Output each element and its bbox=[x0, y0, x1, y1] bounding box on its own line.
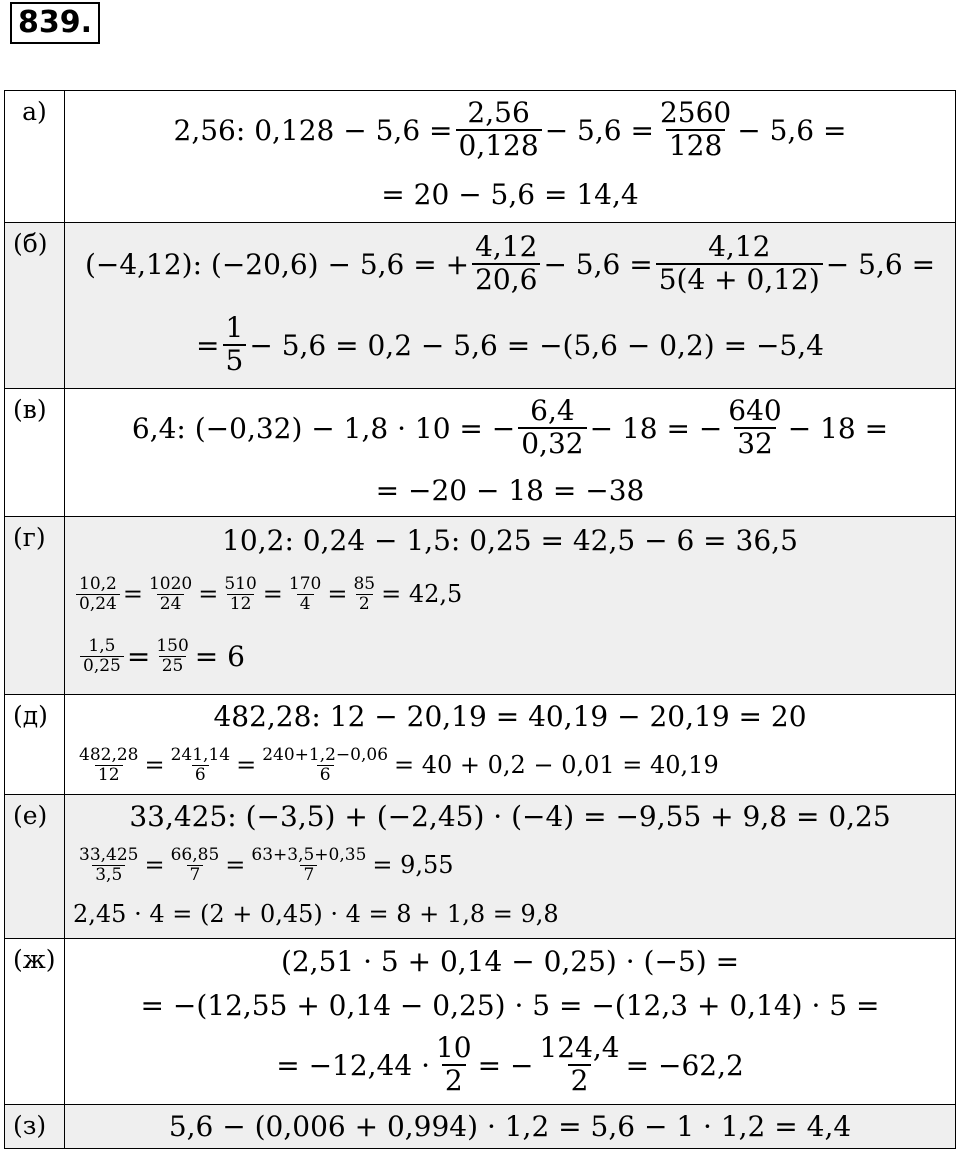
expr: (−4,12): (−20,6) − 5,6 = + bbox=[84, 247, 470, 281]
fraction: $\frac{2560}{128}$ bbox=[659, 96, 732, 162]
row-label: (в) bbox=[5, 389, 65, 517]
math-cell bbox=[65, 91, 956, 223]
math-line: 5,6 − (0,006 + 0,994) · 1,2 = 5,6 − 1 · 1,2 = 4,4 bbox=[168, 1109, 852, 1143]
row-e bbox=[5, 795, 956, 939]
math-cell bbox=[65, 389, 956, 517]
fraction: $\frac{10}{2}$ bbox=[435, 1031, 472, 1097]
row-label: а) bbox=[5, 91, 65, 223]
math-line bbox=[65, 389, 955, 467]
fraction: $\frac{241,14}{6}$ bbox=[170, 744, 231, 785]
row-d bbox=[5, 695, 956, 795]
fraction: $\frac{240+1,2-0,06}{6}$ bbox=[262, 744, 389, 785]
row-label: (б) bbox=[5, 223, 65, 389]
expr: = −62,2 bbox=[625, 1048, 744, 1082]
fraction: $\frac{85}{2}$ bbox=[353, 573, 376, 614]
fraction: $\frac{170}{4}$ bbox=[288, 573, 322, 614]
expr: = − bbox=[477, 1048, 534, 1082]
fraction: $\frac{66,85}{7}$ bbox=[170, 844, 220, 885]
math-line bbox=[65, 305, 955, 385]
row-z bbox=[5, 1105, 956, 1149]
math-cell bbox=[65, 695, 956, 795]
fraction: $\frac{1020}{24}$ bbox=[148, 573, 193, 614]
row-label: (з) bbox=[5, 1105, 65, 1149]
fraction: $\frac{1,5}{0,25}$ bbox=[80, 637, 124, 675]
expr: − 18 = − bbox=[589, 411, 723, 445]
math-line: (2,51 · 5 + 0,14 − 0,25) · (−5) = bbox=[280, 944, 740, 978]
math-line: 33,425: (−3,5) + (−2,45) · (−4) = −9,55 + 9,8 = 0,25 bbox=[129, 799, 891, 833]
expr: = bbox=[196, 328, 220, 362]
math-cell bbox=[65, 1105, 956, 1149]
fraction: $\frac{2,56}{0,128}$ bbox=[456, 98, 542, 162]
fraction: $\frac{124,4}{2}$ bbox=[539, 1031, 620, 1097]
math-line: 10,2: 0,24 − 1,5: 0,25 = 42,5 − 6 = 36,5 bbox=[222, 523, 798, 557]
math-line: $\frac{33,425}{3,5}$ = $\frac{66,85}{7}$ = $\frac{63+3,5+0,35}{7}$ = 9,55 bbox=[65, 837, 955, 893]
expr: = −12,44 · bbox=[276, 1048, 430, 1082]
fraction: $\frac{63+3,5+0,35}{7}$ bbox=[251, 844, 367, 885]
fraction: $\frac{10,2}{0,24}$ bbox=[76, 575, 120, 613]
expr: 2,56: 0,128 − 5,6 = bbox=[173, 113, 453, 147]
math-line: = −20 − 18 = −38 bbox=[375, 473, 645, 507]
expr: 6,4: (−0,32) − 1,8 · 10 = − bbox=[131, 411, 516, 445]
math-line: $\frac{10,2}{0,24}$ = $\frac{1020}{24}$ = $\frac{510}{12}$ = $\frac{170}{4}$ = $\frac{85}{2}$ = 42,5 bbox=[65, 563, 955, 625]
expr: − 5,6 = 0,2 − 5,6 = −(5,6 − 0,2) = −5,4 bbox=[249, 328, 824, 362]
fraction: $\frac{4,12}{20,6}$ bbox=[472, 232, 540, 296]
row-label: (г) bbox=[5, 517, 65, 695]
math-line: = 20 − 5,6 = 14,4 bbox=[381, 177, 639, 211]
solution-table bbox=[4, 90, 956, 1149]
math-cell bbox=[65, 517, 956, 695]
expr: − 5,6 = bbox=[544, 113, 654, 147]
fraction: $\frac{4,12}{5(4 + 0,12)}$ bbox=[656, 232, 823, 296]
fraction: $\frac{150}{25}$ bbox=[156, 635, 189, 676]
math-cell bbox=[65, 223, 956, 389]
row-a bbox=[5, 91, 956, 223]
row-label: (е) bbox=[5, 795, 65, 939]
expr: − 18 = bbox=[787, 411, 889, 445]
math-line: $\frac{482,28}{12}$ = $\frac{241,14}{6}$ = $\frac{240+1,2-0,06}{6}$ = 40 + 0,2 − 0,01 = 40,19 bbox=[65, 737, 955, 793]
fraction: $\frac{1}{5}$ bbox=[223, 313, 247, 377]
row-g bbox=[5, 517, 956, 695]
math-cell bbox=[65, 939, 956, 1105]
fraction: $\frac{640}{32}$ bbox=[728, 394, 782, 460]
math-line bbox=[65, 1027, 955, 1103]
row-v bbox=[5, 389, 956, 517]
fraction: $\frac{510}{12}$ bbox=[224, 573, 257, 614]
math-line bbox=[65, 223, 955, 305]
row-label: (д) bbox=[5, 695, 65, 795]
math-cell bbox=[65, 795, 956, 939]
row-zh bbox=[5, 939, 956, 1105]
expr: − 5,6 = bbox=[825, 247, 936, 281]
fraction: $\frac{6,4}{0,32}$ bbox=[518, 396, 586, 460]
math-line: 482,28: 12 − 20,19 = 40,19 − 20,19 = 20 bbox=[213, 699, 807, 733]
row-label: (ж) bbox=[5, 939, 65, 1105]
expr: − 5,6 = bbox=[737, 113, 847, 147]
math-line: = −(12,55 + 0,14 − 0,25) · 5 = −(12,3 + 0,14) · 5 = bbox=[140, 988, 880, 1022]
expr: − 5,6 = bbox=[543, 247, 653, 281]
math-line: 2,45 · 4 = (2 + 0,45) · 4 = 8 + 1,8 = 9,8 bbox=[73, 900, 559, 928]
fraction: $\frac{482,28}{12}$ bbox=[79, 744, 139, 785]
math-line bbox=[65, 91, 955, 169]
fraction: $\frac{33,425}{3,5}$ bbox=[79, 844, 139, 885]
problem-number: 839. bbox=[10, 2, 100, 44]
math-line: $\frac{1,5}{0,25}$ = $\frac{150}{25}$ = 6 bbox=[65, 625, 955, 687]
row-b bbox=[5, 223, 956, 389]
